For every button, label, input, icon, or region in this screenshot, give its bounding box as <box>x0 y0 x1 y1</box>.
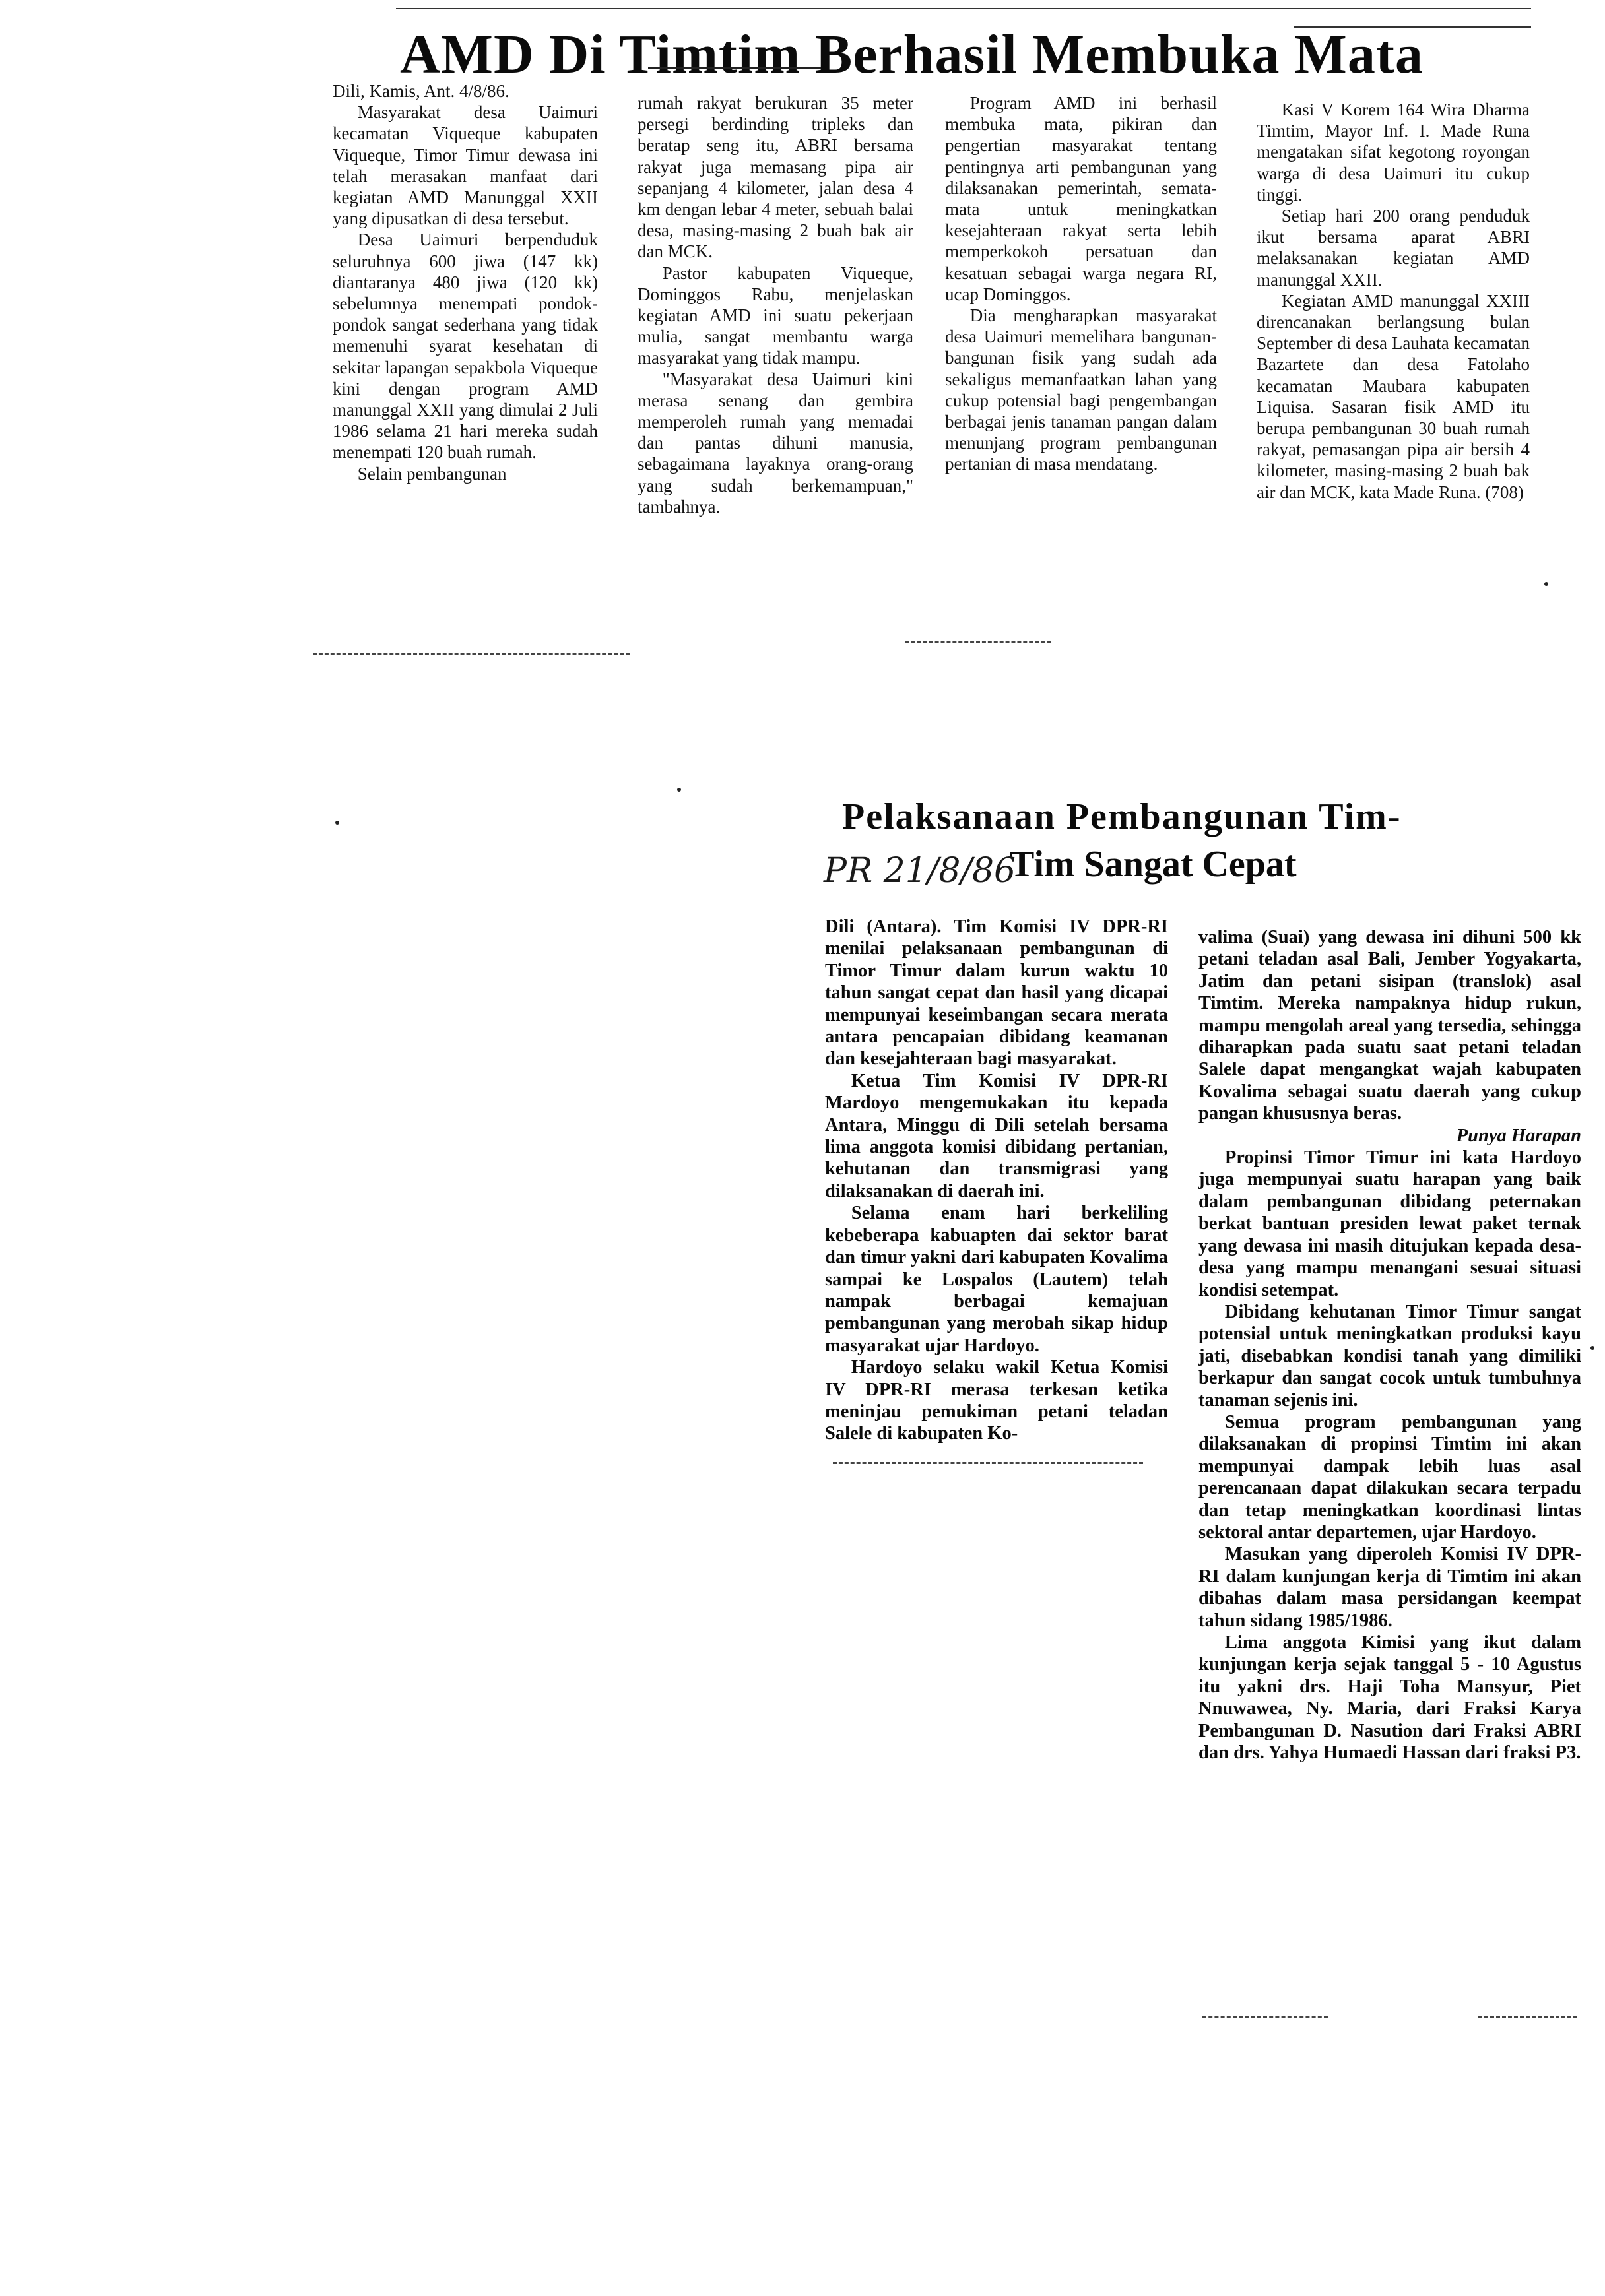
paragraph: Lima anggota Kimisi yang ikut dalam kunjungan kerja sejak tanggal 5 - 10 Agustus itu yakni drs. Haji Toha Mansyur, Piet Nnuwawea, Ny. Maria, dari Fraksi Karya Pembangunan D. Nasution dari Fraksi ABRI dan drs. Yahya Humaedi Hassan dari fraksi P3. <box>1198 1632 1581 1764</box>
paragraph: Masyarakat desa Uaimuri kecamatan Viqueque kabupaten Viqueque, Timor Timur dewasa ini telah merasakan manfaat dari kegiatan AMD Manunggal XXII yang dipusatkan di desa tersebut. <box>333 102 598 229</box>
dateline: Dili, Kamis, Ant. 4/8/86. <box>333 81 509 101</box>
article-1-column-4 <box>1257 99 1530 503</box>
article-2-column-1 <box>825 916 1168 1445</box>
paragraph: "Masyarakat desa Uaimuri kini merasa senang dan gembira memperoleh rumah yang memadai dan pantas dihuni manusia, sebagaimana layaknya orang-orang yang sudah berkemampuan," tambahnya. <box>638 369 913 517</box>
scan-speck <box>1590 1346 1594 1350</box>
paragraph: Dia mengharapkan masyarakat desa Uaimuri memelihara bangunan-bangunan fisik yang sudah ada sekaligus memanfaatkan lahan yang cukup potensial bagi pengembangan berbagai jenis tanaman pangan dalam menunjang program pembangunan pertanian di masa mendatang. <box>945 305 1217 474</box>
scan-speck <box>335 821 339 825</box>
article-2-bottom-rule-2 <box>1478 2016 1577 2018</box>
scan-speck <box>677 788 681 792</box>
paragraph: Selain pembangunan <box>357 463 507 484</box>
paragraph: Selama enam hari berkeliling kebeberapa kabuapten dai sektor barat dan timur yakni dari kabupaten Kovalima sampai ke Lospalos (Lautem) telah nampak berbagai kemajuan pembangunan yang merobah sikap hidup masyarakat ujar Hardoyo. <box>825 1203 1168 1356</box>
scan-speck <box>1544 582 1548 586</box>
paragraph: Masukan yang diperoleh Komisi IV DPR-RI dalam kunjungan kerja di Timtim ini akan dibahas dalam masa persidangan keempat tahun sidang 1985/1986. <box>1198 1544 1581 1631</box>
article-1-column-1 <box>333 80 598 484</box>
paragraph: Ketua Tim Komisi IV DPR-RI Mardoyo mengemukakan itu kepada Antara, Minggu di Dili setelah bersama lima anggota komisi dibidang pertanian, kehutanan dan transmigrasi yang dilaksanakan di daerah ini. <box>825 1070 1168 1201</box>
article-2-column-1-end-rule <box>833 1462 1143 1464</box>
article-1-headline: AMD Di Timtim Berhasil Membuka Mata <box>400 24 1424 85</box>
article-2-headline-line-1: Pelaksanaan Pembangunan Tim- <box>842 796 1402 837</box>
paragraph: rumah rakyat berukuran 35 meter persegi berdinding tripleks dan beratap seng itu, ABRI bersama rakyat juga memasang pipa air sepanjang 4 kilometer, jalan desa 4 km dengan lebar 4 meter, sebuah balai desa, masing-masing 2 buah bak air dan MCK. <box>638 93 913 262</box>
article-1-column-3 <box>945 92 1217 475</box>
article-1-column-2 <box>638 92 913 517</box>
subheading: Punya Harapan <box>1456 1125 1581 1146</box>
top-rule <box>396 8 1531 9</box>
paragraph: Semua program pembangunan yang dilaksanakan di propinsi Timtim ini akan mempunyai dampak lebih luas asal perencanaan dapat dilakukan secara terpadu dan tetap meningkatkan koordinasi lintas sektoral antar departemen, ujar Hardoyo. <box>1198 1411 1581 1543</box>
article-2-column-2 <box>1198 926 1581 1764</box>
paragraph: Hardoyo selaku wakil Ketua Komisi IV DPR-RI merasa terkesan ketika meninjau pemukiman petani teladan Salele di kabupaten Ko- <box>825 1357 1168 1444</box>
paragraph: Propinsi Timor Timur ini kata Hardoyo juga mempunyai suatu harapan yang baik dalam pembangunan dibidang peternakan berkat bantuan presiden lewat paket ternak yang dewasa ini masih ditujukan kepada desa-desa yang mampu menangani sesuai situasi kondisi setempat. <box>1198 1147 1581 1300</box>
article-1-bottom-rule <box>313 653 630 655</box>
article-2-headline-line-2: Tim Sangat Cepat <box>1010 844 1297 885</box>
paragraph: Kegiatan AMD manunggal XXIII direncanakan berlangsung bulan September di desa Lauhata kecamatan Bazartete dan desa Fatolaho kecamatan Maubara kabupaten Liquisa. Sasaran fisik AMD itu berupa pembangunan 30 buah rumah rakyat, pemasangan pipa air bersih 4 kilometer, masing-masing 2 buah bak air dan MCK, kata Made Runa. (708) <box>1257 290 1530 502</box>
paragraph: Program AMD ini berhasil membuka mata, pikiran dan pengertian masyarakat tentang pentingnya arti pembangunan yang dilaksanakan pemerintah, semata-mata untuk meningkatkan kesejahteraan rakyat serta lebih memperkokoh persatuan dan kesatuan sebagai warga negara RI, ucap Dominggos. <box>945 93 1217 304</box>
paragraph: Kasi V Korem 164 Wira Dharma Timtim, Mayor Inf. I. Made Runa mengatakan sifat kegotong royongan warga di desa Uaimuri itu cukup tinggi. <box>1257 100 1530 205</box>
paragraph: Dibidang kehutanan Timor Timur sangat potensial untuk meningkatkan produksi kayu jati, disebabkan kondisi tanah yang dimiliki berkapur dan sangat cocok untuk tumbuhnya tanaman sejenis ini. <box>1198 1301 1581 1411</box>
handwritten-date-stamp: PR 21/8/86 <box>824 851 1016 891</box>
headline-underline <box>648 67 821 69</box>
article-2-bottom-rule <box>1202 2016 1328 2018</box>
paragraph: valima (Suai) yang dewasa ini dihuni 500 kk petani teladan asal Bali, Jember Yogyakarta, Jatim dan petani sisipan (translok) asal Timtim. Mereka nampaknya hidup rukun, mampu mengolah areal yang tersedia, sehingga diharapkan pada suatu saat petani teladan Salele dapat mengangkat wajah kabupaten Kovalima sebagai suatu daerah yang cukup pangan khususnya beras. <box>1198 927 1581 1124</box>
paragraph: Setiap hari 200 orang penduduk ikut bersama aparat ABRI melaksanakan kegiatan AMD manunggal XXII. <box>1257 206 1530 290</box>
paragraph: Desa Uaimuri berpenduduk seluruhnya 600 jiwa (147 kk) diantaranya 480 jiwa (120 kk) sebelumnya menempati pondok-pondok sangat sederhana yang tidak memenuhi syarat kesehatan di sekitar lapangan sepakbola Viqueque kini dengan program AMD manunggal XXII yang dimulai 2 Juli 1986 selama 21 hari mereka sudah menempati 120 buah rumah. <box>333 230 598 462</box>
paragraph: Pastor kabupaten Viqueque, Dominggos Rabu, menjelaskan kegiatan AMD ini suatu pekerjaan mulia, sangat membantu warga masyarakat yang tidak mampu. <box>638 263 913 368</box>
article-1-bottom-rule-2 <box>905 641 1051 643</box>
dateline-paragraph: Dili (Antara). Tim Komisi IV DPR-RI menilai pelaksanaan pembangunan di Timor Timur dalam kurun waktu 10 tahun sangat cepat dan hasil yang dicapai mempunyai keseimbangan secara merata antara pencapaian dibidang keamanan dan kesejahteraan bagi masyarakat. <box>825 916 1168 1069</box>
